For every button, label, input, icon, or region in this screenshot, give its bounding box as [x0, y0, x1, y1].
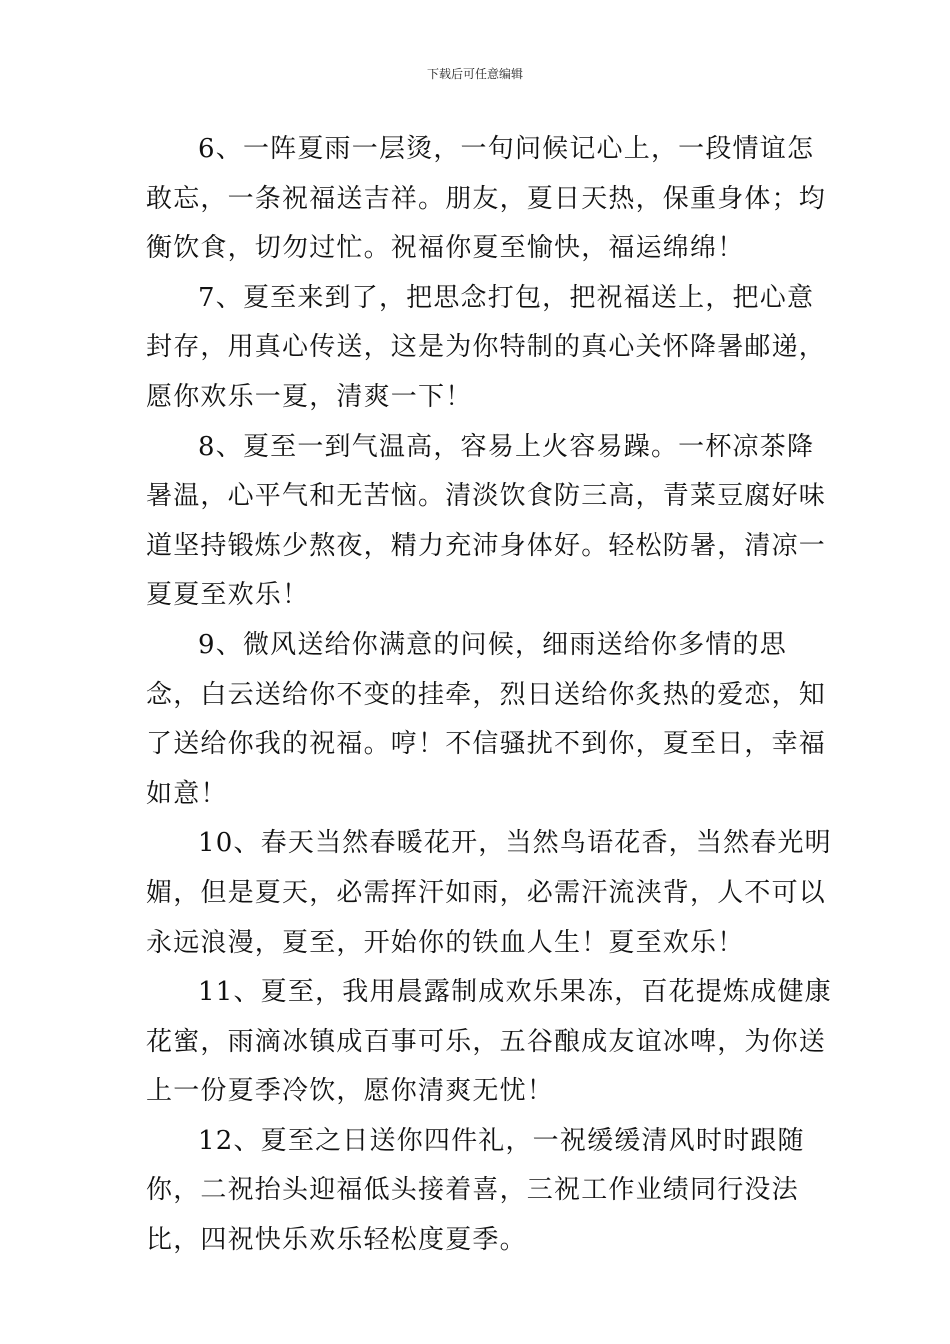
paragraph-7: 7、夏至来到了，把思念打包，把祝福送上，把心意封存，用真心传送，这是为你特制的真心关怀降暑邮递，愿你欢乐一夏，清爽一下！	[146, 282, 827, 412]
document-body	[146, 125, 836, 1266]
paragraph-8: 8、夏至一到气温高，容易上火容易躁。一杯凉茶降暑温，心平气和无苦恼。清淡饮食防三高，青菜豆腐好味道坚持锻炼少熬夜，精力充沛身体好。轻松防暑，清凉一夏夏至欢乐！	[146, 431, 827, 611]
page-header-note: 下载后可任意编辑	[426, 67, 523, 81]
paragraph-6: 6、一阵夏雨一层烫，一句问候记心上，一段情谊怎敢忘，一条祝福送吉祥。朋友，夏日天热，保重身体；均衡饮食，切勿过忙。祝福你夏至愉快，福运绵绵！	[146, 134, 827, 264]
paragraph-10: 10、春天当然春暖花开，当然鸟语花香，当然春光明媚，但是夏天，必需挥汗如雨，必需汗流浃背，人不可以永远浪漫，夏至，开始你的铁血人生！夏至欢乐！	[146, 828, 832, 958]
paragraph-12: 12、夏至之日送你四件礼，一祝缓缓清风时时跟随你，二祝抬头迎福低头接着喜，三祝工作业绩同行没法比，四祝快乐欢乐轻松度夏季。	[146, 1125, 805, 1256]
paragraph-11: 11、夏至，我用晨露制成欢乐果冻，百花提炼成健康花蜜，雨滴冰镇成百事可乐，五谷酿成友谊冰啤，为你送上一份夏季冷饮，愿你清爽无忧！	[146, 977, 832, 1107]
paragraph-9: 9、微风送给你满意的问候，细雨送给你多情的思念，白云送给你不变的挂牵，烈日送给你炙热的爱恋，知了送给你我的祝福。哼！不信骚扰不到你，夏至日，幸福如意！	[146, 629, 827, 809]
